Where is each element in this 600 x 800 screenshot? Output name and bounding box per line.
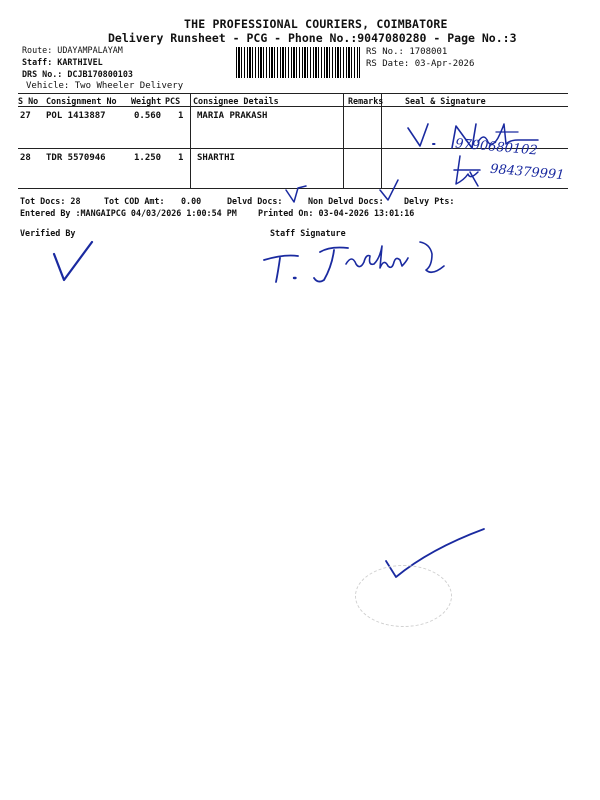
- drs-label: DRS No.: DCJB170800103: [22, 69, 133, 79]
- delivered-tick-icon: [284, 184, 314, 206]
- total-cod-value: 0.00: [181, 196, 202, 206]
- total-docs: Tot Docs: 28: [20, 196, 81, 206]
- col-header-remarks: Remarks: [348, 96, 384, 106]
- delivery-points-label: Delvy Pts:: [404, 196, 455, 206]
- runsheet-subtitle: Delivery Runsheet - PCG - Phone No.:9047080280 - Page No.:3: [108, 31, 517, 45]
- rs-number: RS No.: 1708001: [366, 47, 448, 57]
- receiver-signature-2: [450, 152, 490, 192]
- route-label: Route: UDAYAMPALAYAM: [22, 45, 123, 55]
- faint-stamp: [355, 565, 452, 627]
- col-header-consignment: Consignment No: [46, 96, 117, 106]
- row-consignee: MARIA PRAKASH: [197, 111, 268, 121]
- col-header-sno: S No: [18, 96, 39, 106]
- row-weight: 1.250: [134, 153, 162, 163]
- row-weight: 0.560: [134, 111, 162, 121]
- col-header-consignee: Consignee Details: [193, 96, 279, 106]
- row-consignment: TDR 5570946: [46, 153, 106, 163]
- row-pcs: 1: [178, 111, 184, 121]
- row-sno: 28: [20, 153, 31, 163]
- receiver-phone-1: 9790680102: [454, 136, 539, 159]
- barcode: [236, 47, 360, 78]
- entered-by: Entered By :MANGAIPCG 04/03/2026 1:00:54 PM: [20, 208, 237, 218]
- row-consignment: POL 1413887: [46, 111, 106, 121]
- row-consignee: SHARTHI: [197, 153, 235, 163]
- total-cod-label: Tot COD Amt:: [104, 196, 165, 206]
- rs-date: RS Date: 03-Apr-2026: [366, 59, 475, 69]
- receiver-phone-2: 984379991: [489, 161, 565, 184]
- printed-on: Printed On: 03-04-2026 13:01:16: [258, 208, 415, 218]
- row-sno: 27: [20, 111, 31, 121]
- verified-tick-icon: [40, 236, 100, 286]
- non-delivered-tick-icon: [378, 178, 402, 204]
- row-pcs: 1: [178, 153, 184, 163]
- delivered-docs-label: Delvd Docs:: [227, 196, 283, 206]
- company-title: THE PROFESSIONAL COURIERS, COIMBATORE: [184, 17, 448, 31]
- verified-by-label: Verified By: [20, 228, 76, 238]
- non-delivered-docs-label: Non Delvd Docs:: [308, 196, 384, 206]
- staff-signature: [258, 228, 458, 288]
- staff-label: Staff: KARTHIVEL: [22, 57, 103, 67]
- staff-signature-label: Staff Signature: [270, 228, 346, 238]
- vehicle-label: Vehicle: Two Wheeler Delivery: [26, 81, 184, 91]
- col-header-seal-signature: Seal & Signature: [405, 96, 486, 106]
- col-header-pcs: PCS: [165, 96, 181, 106]
- col-header-weight: Weight: [131, 96, 162, 106]
